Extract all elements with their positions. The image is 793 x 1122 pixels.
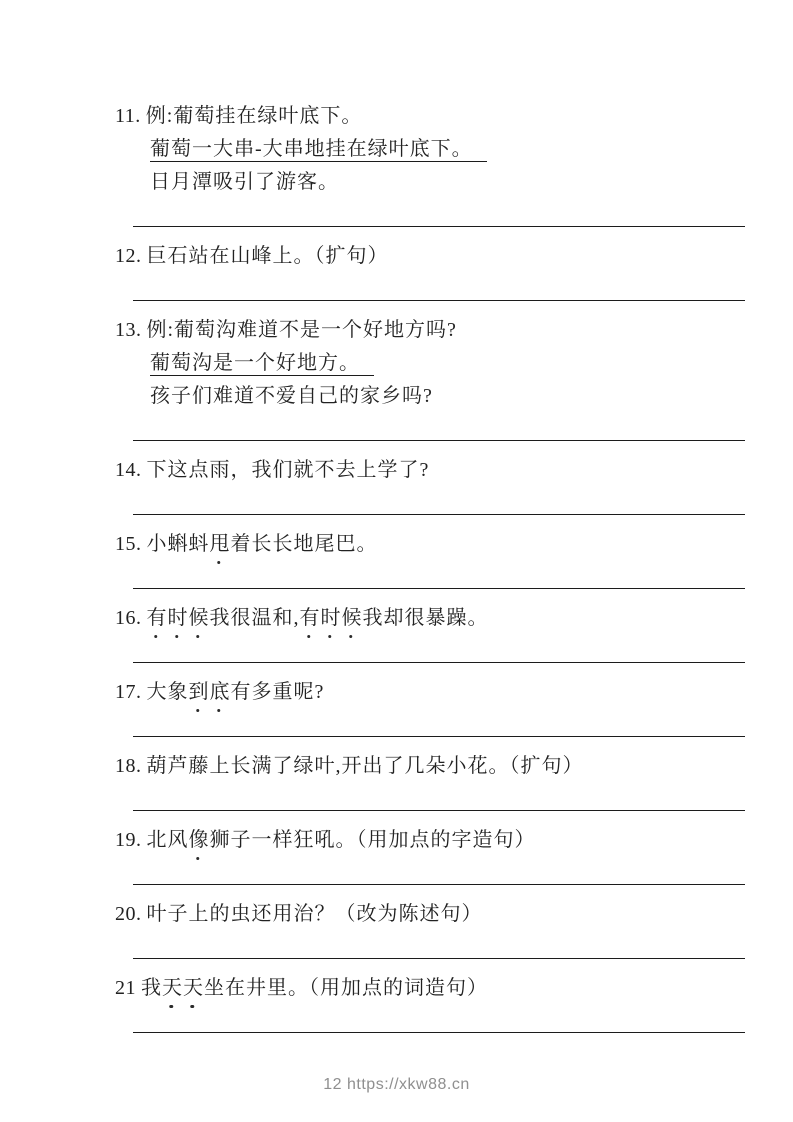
item-number: 20. xyxy=(115,903,142,925)
sentence-text: 葡萄沟是一个好地方。 xyxy=(150,352,360,374)
page-footer xyxy=(0,1076,793,1094)
sentence-text: 北风 xyxy=(146,829,189,851)
answer-underlined-text xyxy=(150,352,374,376)
emphasized-char: 像 xyxy=(189,824,210,857)
sentence-text: 例:葡萄沟难道不是一个好地方吗? xyxy=(146,319,457,341)
item-sentence xyxy=(115,528,793,561)
emphasized-char: 甩 xyxy=(210,528,231,561)
sentence-text: 例:葡萄挂在绿叶底下。 xyxy=(145,105,363,127)
worksheet-item xyxy=(115,528,793,589)
item-sentence xyxy=(115,100,793,133)
item-sentence xyxy=(150,166,793,199)
sentence-text: 葡萄一大串-大串地挂在绿叶底下。 xyxy=(150,138,473,160)
sentence-text: 狮子一样狂吼。（用加点的字造句） xyxy=(209,829,536,851)
answer-blank-line xyxy=(133,662,745,663)
emphasized-char: 底 xyxy=(210,676,231,709)
item-sentence xyxy=(150,347,793,380)
answer-blank-line xyxy=(133,810,745,811)
item-sentence xyxy=(115,750,793,783)
item-sentence xyxy=(115,240,793,273)
sentence-text: 葫芦藤上长满了绿叶,开出了几朵小花。（扩句） xyxy=(146,755,584,777)
worksheet-item xyxy=(115,824,793,885)
sentence-text: 大象 xyxy=(146,681,189,703)
exercise-list xyxy=(115,100,793,1033)
sentence-text: 我却很暴躁。 xyxy=(362,607,489,629)
item-sentence xyxy=(150,133,793,166)
sentence-text: 孩子们难道不爱自己的家乡吗? xyxy=(150,385,433,407)
emphasized-char: 天 xyxy=(183,972,204,1005)
worksheet-item xyxy=(115,972,793,1033)
item-number: 12. xyxy=(115,245,142,267)
footer-page-number-url: 12 https://xkw88.cn xyxy=(323,1076,470,1093)
sentence-text: 日月潭吸引了游客。 xyxy=(150,171,339,193)
answer-blank-line xyxy=(133,958,745,959)
emphasized-char: 时 xyxy=(168,602,189,635)
emphasized-char: 到 xyxy=(189,676,210,709)
emphasized-char: 有 xyxy=(147,602,168,635)
worksheet-item xyxy=(115,314,793,441)
answer-blank-line xyxy=(133,514,745,515)
worksheet-item xyxy=(115,454,793,515)
item-sentence xyxy=(115,676,793,709)
item-number: 21 xyxy=(115,977,136,999)
worksheet-item xyxy=(115,100,793,227)
answer-blank-line xyxy=(133,884,745,885)
item-sentence xyxy=(115,314,793,347)
answer-blank-line xyxy=(133,736,745,737)
item-sentence xyxy=(115,824,793,857)
item-number: 14. xyxy=(115,459,142,481)
item-number: 19. xyxy=(115,829,142,851)
emphasized-char: 时 xyxy=(321,602,342,635)
item-number: 15. xyxy=(115,533,142,555)
worksheet-item xyxy=(115,602,793,663)
sentence-text: 我很温和, xyxy=(209,607,300,629)
answer-underlined-text xyxy=(150,138,487,162)
sentence-text: 巨石站在山峰上。（扩句） xyxy=(146,245,389,267)
sentence-text: 小蝌蚪 xyxy=(146,533,210,555)
answer-blank-line xyxy=(133,588,745,589)
item-sentence xyxy=(115,454,793,487)
sentence-text: 我 xyxy=(141,977,162,999)
worksheet-item xyxy=(115,676,793,737)
item-sentence xyxy=(115,898,793,931)
item-number: 16. xyxy=(115,607,142,629)
sentence-text: 有多重呢? xyxy=(230,681,325,703)
worksheet-item xyxy=(115,240,793,301)
emphasized-char: 有 xyxy=(300,602,321,635)
worksheet-item xyxy=(115,750,793,811)
answer-blank-line xyxy=(133,226,745,227)
item-sentence xyxy=(115,972,793,1005)
item-sentence xyxy=(115,602,793,635)
item-number: 18. xyxy=(115,755,142,777)
item-number: 11. xyxy=(115,105,141,127)
answer-blank-line xyxy=(133,1032,745,1033)
item-number: 13. xyxy=(115,319,142,341)
sentence-text: 叶子上的虫还用治？（改为陈述句） xyxy=(146,903,483,925)
sentence-text: 着长长地尾巴。 xyxy=(230,533,378,555)
emphasized-char: 候 xyxy=(342,602,363,635)
worksheet-item xyxy=(115,898,793,959)
emphasized-char: 候 xyxy=(189,602,210,635)
sentence-text: 下这点雨，我们就不去上学了? xyxy=(146,459,430,481)
item-sentence xyxy=(150,380,793,413)
sentence-text: 坐在井里。（用加点的词造句） xyxy=(204,977,488,999)
answer-blank-line xyxy=(133,300,745,301)
item-number: 17. xyxy=(115,681,142,703)
answer-blank-line xyxy=(133,440,745,441)
emphasized-char: 天 xyxy=(162,972,183,1005)
